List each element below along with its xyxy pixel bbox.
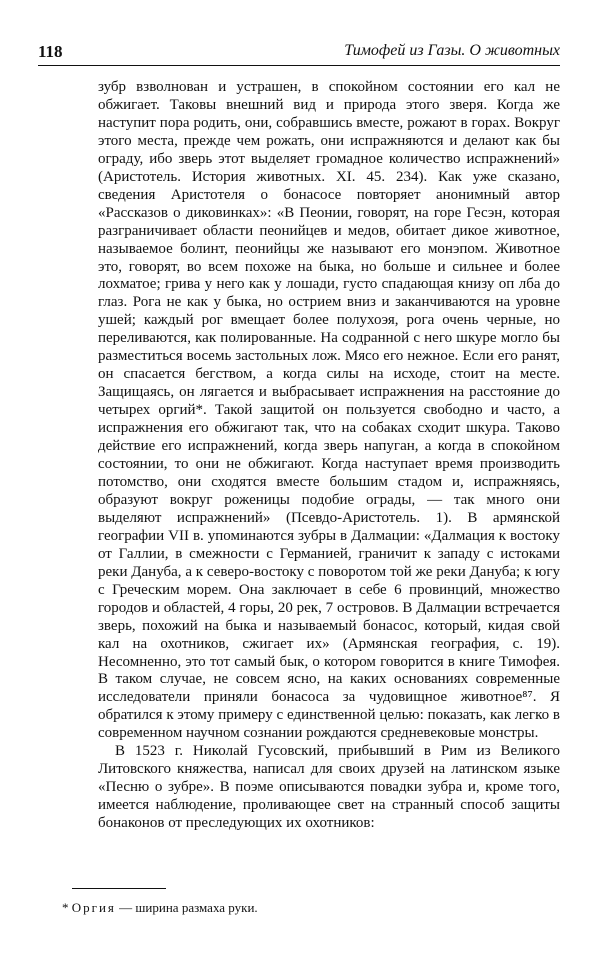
footnote-definition: ширина размаха руки. <box>135 900 258 915</box>
footnote-term: Оргия <box>71 900 116 915</box>
page-header <box>38 40 560 66</box>
page-number: 118 <box>38 42 63 61</box>
footnote-rule <box>72 888 166 889</box>
header-rule <box>38 65 560 66</box>
footnote-marker: * <box>62 900 69 915</box>
running-title: Тимофей из Газы. О животных <box>344 42 560 59</box>
footnote-dash: — <box>119 900 133 915</box>
paragraph-2: В 1523 г. Николай Гусовский, прибывший в Рим из Великого Литовского княжества, написал для своих друзей на латинском языке «Песню о зубре». В поэме описываются повадки зубра и, кроме того, имеется наблюдение, проливающее свет на странный способ защиты бонаконов от преследующих их охотников: <box>98 743 560 832</box>
footnote <box>62 900 258 916</box>
paragraph-1: зубр взволнован и устрашен, в спокойном состоянии его кал не обжигает. Таковы внешний вид и природа этого зверя. Когда же наступит пора родить, они, собравшись вместе, рожают в горах. Вокруг этого места, прежде чем рожать, они испражняются и делают как бы ограду, ибо зверь этот выделяет громадное количество испражнений» (Аристотель. История животных. XI. 45. 234). Как уже сказано, сведения Аристотеля о бонасосе повторяет анонимный автор «Рассказов о диковинках»: «В Пеонии, говорят, на горе Гесэн, которая разграничивает области пеонийцев и медов, обитает дикое животное, называемое болинт, пеонийцы же называют его монэпом. Животное это, говорят, во всем похоже на быка, но больше и сильнее и более лохматое; грива у него как у лошади, густо спадающая книзу оп лба до глаз. Рога не как у быка, но острием вниз и заканчиваются на уровне ушей; каждый рог вмещает более полухоэя, рога очень черные, но переливаются, как полированные. На содранной с него шкуре могло бы разместиться восемь застольных лож. Мясо его нежное. Если его ранят, он спасается бегством, а когда силы на исходе, стоит на месте. Защищаясь, он лягается и выбрасывает испражнения на расстояние до четырех оргий*. Такой защитой он пользуется свободно и часто, а испражнения его обжигают так, что на собаках сходит шкура. Таково действие его испражнений, когда зверь напуган, а когда в спокойном состоянии, то они не обжигают. Когда наступает время производить потомство, они сходятся вместе большим стадом и, испражняясь, образуют вокруг роженицы подобие ограды, — так много они выделяют испражнений» (Псевдо-Аристотель. 1). В армянской географии VII в. упоминаются зубры в Далмации: «Далмация к востоку от Галлии, в смежности с Германией, граничит к западу с истоками реки Дануба, а к северо-востоку с поворотом той же реки Дануба; к югу с Греческим морем. Она заключает в себе 6 провинций, множество городов и областей, 4 горы, 20 рек, 7 островов. В Далмации встречается зверь, похожий на быка и называемый бонасос, который, кидая свой кал на охотников, сжигает их» (Армянская география, с. 19). Несомненно, это тот самый бык, о котором говорится в книге Тимофея. В таком случае, не совсем ясно, на каких основаниях современные исследователи приняли бонасоса за чудовищное животное⁸⁷. Я обратился к этому примеру с единственной целью: показать, как легко в современном научном сознании рождаются средневековые монстры. <box>98 79 560 742</box>
main-text <box>98 79 560 833</box>
